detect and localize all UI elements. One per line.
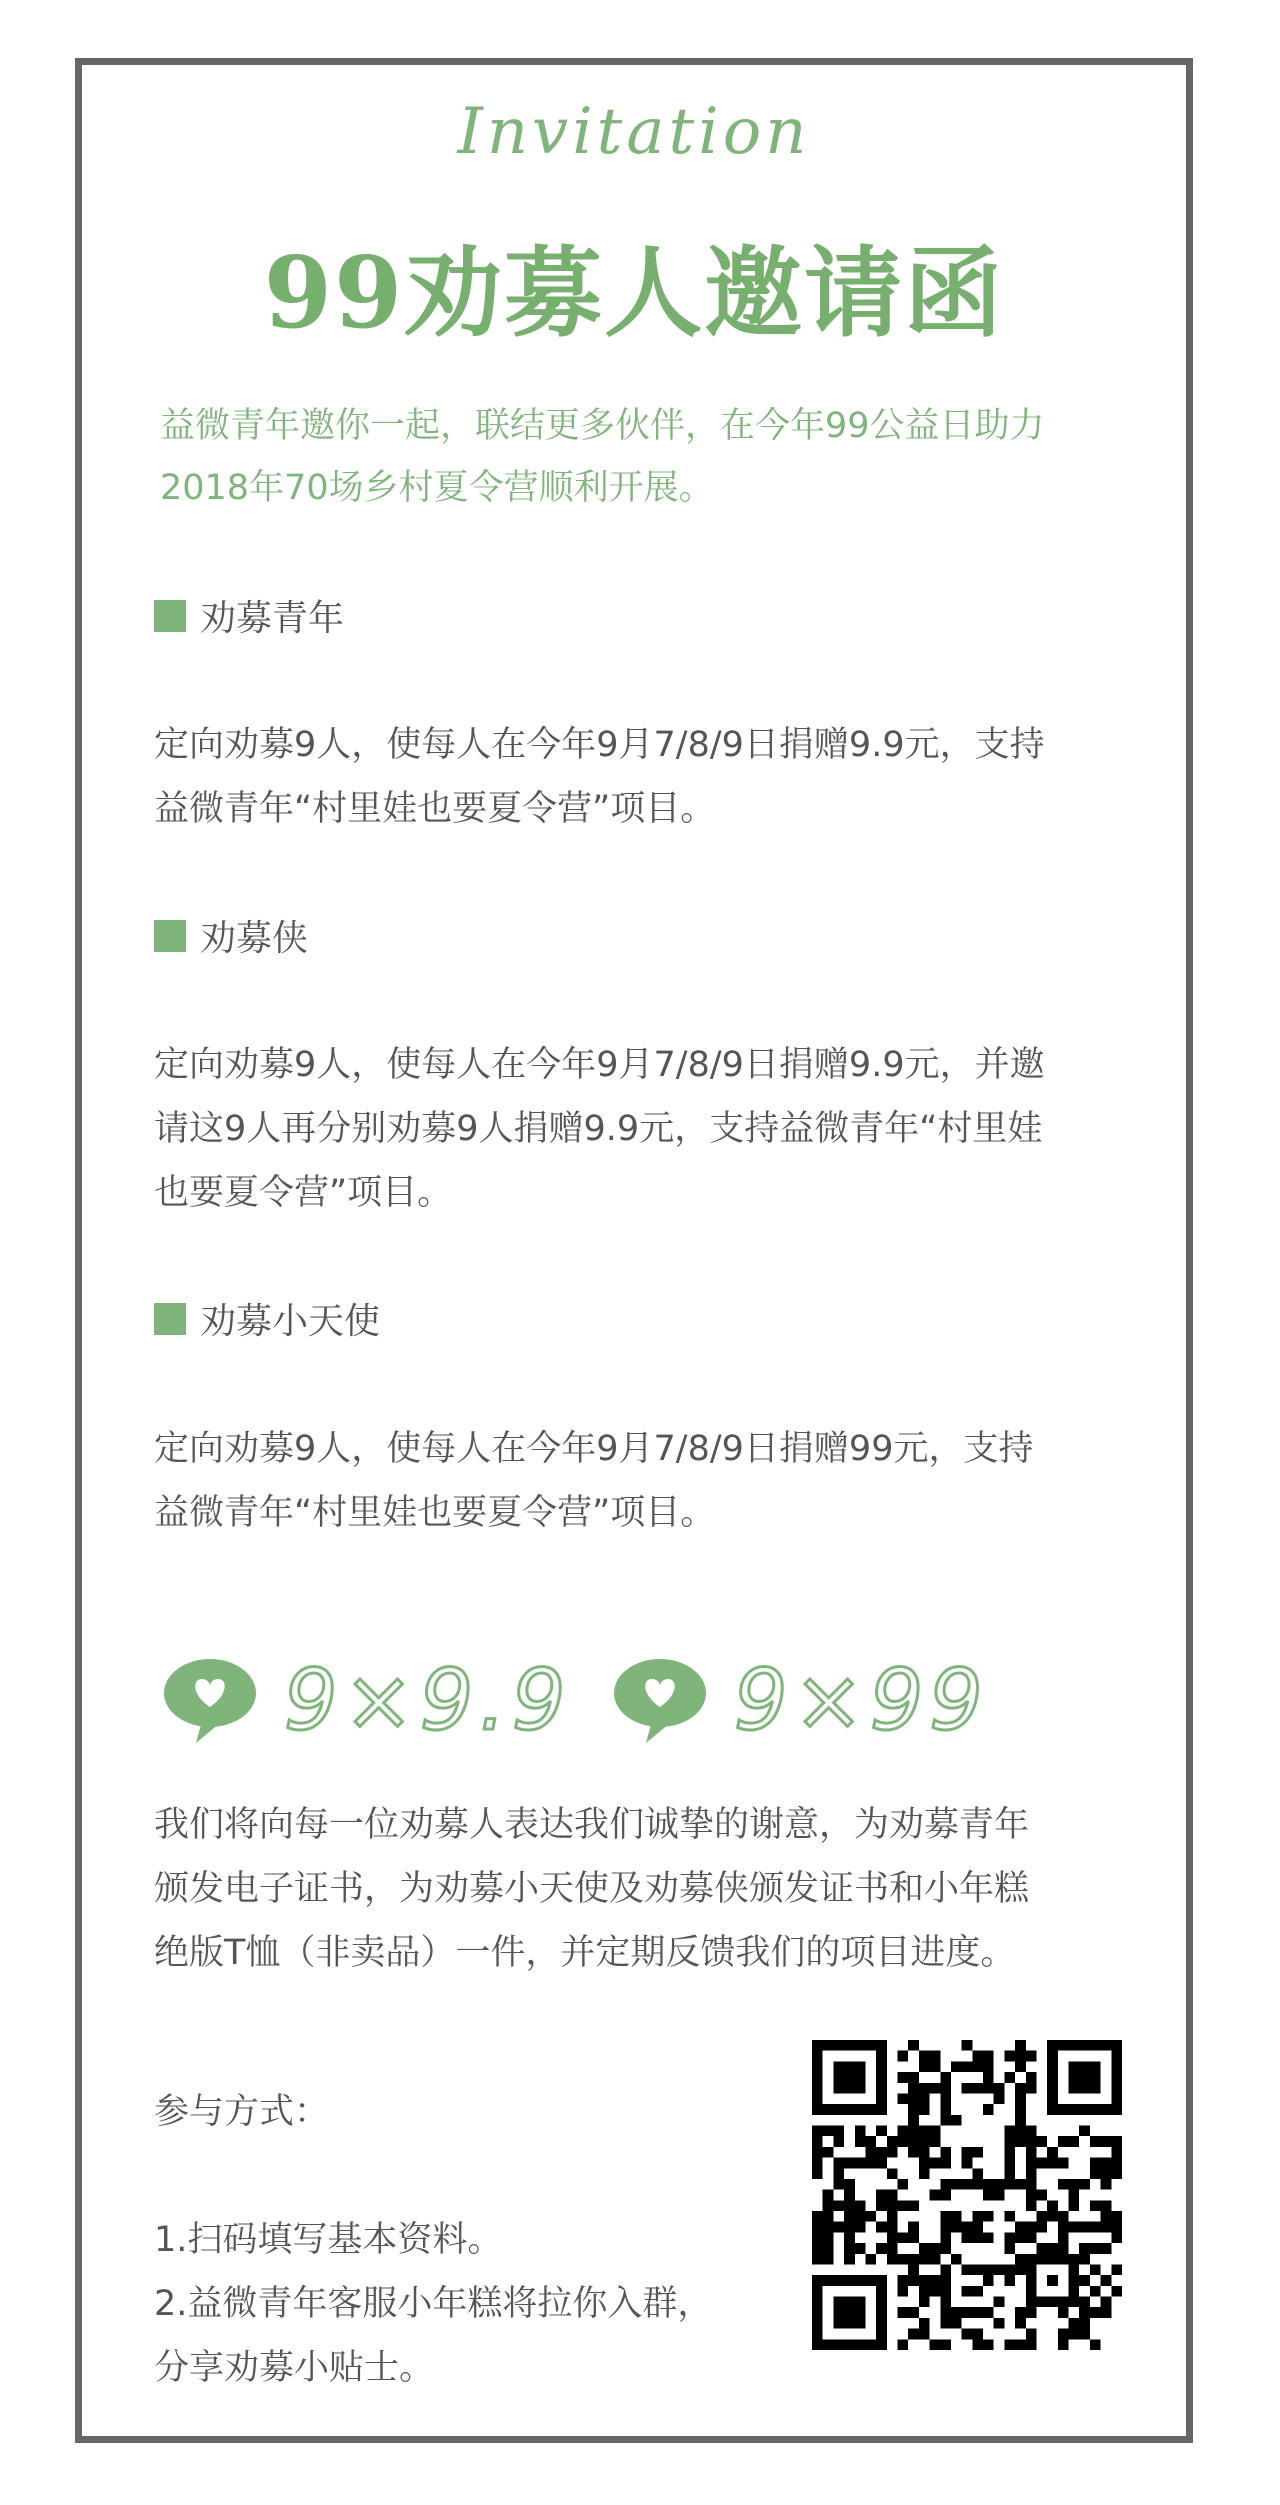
body-line: 益微青年“村里娃也要夏令营”项目。 [154, 1493, 716, 1533]
section-heading-label: 劝募小天使 [200, 1301, 381, 1342]
body-line: 颁发电子证书，为劝募小天使及劝募侠颁发证书和小年糕 [154, 1869, 1030, 1909]
section-body-hero [154, 1033, 1194, 1225]
section-body-angel [154, 1417, 1194, 1545]
body-line: 益微青年“村里娃也要夏令营”项目。 [154, 789, 716, 829]
body-line: 绝版T恤（非卖品）一件，并定期反馈我们的项目进度。 [154, 1933, 1016, 1973]
body-line: 定向劝募9人，使每人在今年9月7/8/9日捐赠9.9元，并邀 [154, 1045, 1045, 1085]
section-heading-hero [154, 910, 308, 961]
equation-text: 9×9.9 [284, 1651, 572, 1749]
section-heading-label: 劝募侠 [200, 918, 309, 959]
section-heading-youth [154, 590, 344, 641]
body-line: 定向劝募9人，使每人在今年9月7/8/9日捐赠99元，支持 [154, 1429, 1034, 1469]
thanks-paragraph [154, 1793, 1194, 1985]
green-square-icon [154, 1303, 186, 1335]
invitation-card [75, 58, 1193, 2443]
step-line: 2.益微青年客服小年糕将拉你入群， [154, 2284, 713, 2324]
intro-text [160, 395, 1160, 519]
section-heading-angel [154, 1293, 380, 1344]
intro-line: 2018年70场乡村夏令营顺利开展。 [160, 468, 714, 508]
body-line: 我们将向每一位劝募人表达我们诚挚的谢意，为劝募青年 [154, 1805, 1030, 1845]
intro-line: 益微青年邀你一起，联结更多伙伴，在今年99公益日助力 [160, 406, 1045, 446]
equation-1 [162, 1635, 571, 1765]
step-line: 分享劝募小贴士。 [154, 2348, 435, 2388]
green-square-icon [154, 920, 186, 952]
heart-speech-bubble-icon [162, 1655, 258, 1745]
step-line: 1.扫码填写基本资料。 [154, 2220, 503, 2260]
body-line: 定向劝募9人，使每人在今年9月7/8/9日捐赠9.9元，支持 [154, 725, 1045, 765]
body-line: 请这9人再分别劝募9人捐赠9.9元，支持益微青年“村里娃 [154, 1109, 1043, 1149]
participate-steps [154, 2208, 794, 2400]
script-title: Invitation [457, 95, 811, 169]
equation-text: 9×99 [734, 1651, 989, 1749]
qr-code[interactable] [812, 2040, 1122, 2350]
section-heading-label: 劝募青年 [200, 598, 345, 639]
heart-speech-bubble-icon [612, 1655, 708, 1745]
participate-title [154, 2080, 774, 2144]
participate-title-text: 参与方式： [154, 2092, 330, 2132]
equation-2 [612, 1635, 989, 1765]
main-title: 99劝募人邀请函 [263, 236, 1005, 351]
section-body-youth [154, 713, 1194, 841]
body-line: 也要夏令营”项目。 [154, 1173, 453, 1213]
green-square-icon [154, 600, 186, 632]
